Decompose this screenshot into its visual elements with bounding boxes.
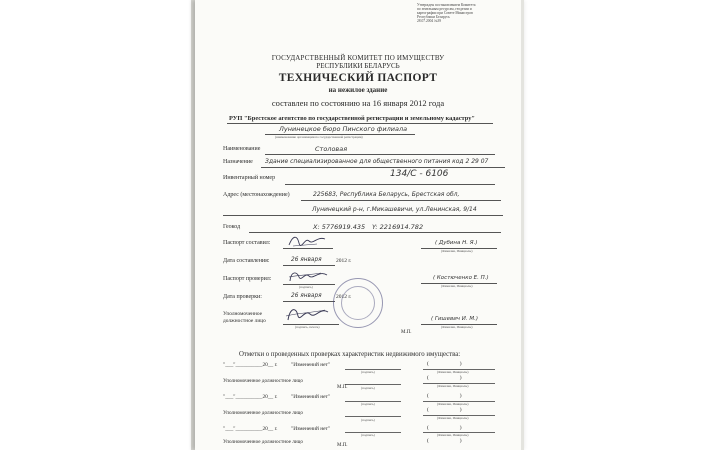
address-value-1: 225683, Республика Беларусь, Брестская обл, xyxy=(313,191,460,198)
address-value-2: Лунинецкий р-н, г.Микашевичи, ул.Ленинская, 9/14 xyxy=(312,206,477,213)
change-row-1-sign-caption: (подпись) xyxy=(361,370,375,374)
name-label: Наименование xyxy=(223,146,261,152)
change-row-3-sign-caption: (подпись) xyxy=(361,433,375,437)
page-edge-right xyxy=(521,0,524,450)
official-name: ( Гишевич И. М.) xyxy=(431,316,479,322)
change-row-3-paren-2: ( ) xyxy=(427,438,462,444)
approval-note-line-4: Республики Беларусь xyxy=(417,15,450,19)
composed-by-label: Паспорт составил: xyxy=(223,240,271,246)
change-row-1-paren: ( ) xyxy=(427,361,462,367)
geocode-label: Геокод xyxy=(223,224,241,230)
composed-signature-icon xyxy=(287,233,327,249)
composed-year: 2012 г. xyxy=(336,258,352,264)
address-underline-2 xyxy=(223,215,503,216)
checked-name-caption: (Фамилия, Инициалы) xyxy=(441,284,473,288)
change-row-2-paren-2: ( ) xyxy=(427,407,462,413)
change-row-2-official: Уполномоченное должностное лицо xyxy=(223,410,304,416)
official-stamp-icon xyxy=(333,278,383,328)
changes-heading: Отметки о проведенных проверках характеристик недвижимого имущества: xyxy=(239,351,461,358)
organization-underline xyxy=(227,123,493,124)
organization-name: РУП "Брестское агентство по государственной регистрации и земельному кадастру" xyxy=(229,115,475,122)
address-label: Адрес (местонахождение) xyxy=(223,192,290,198)
committee-line-2: РЕСПУБЛИКИ БЕЛАРУСЬ xyxy=(316,62,400,70)
change-row-2-official-sign-caption: (подпись) xyxy=(361,418,375,422)
committee-line-1: ГОСУДАРСТВЕННЫЙ КОМИТЕТ ПО ИМУЩЕСТВУ xyxy=(271,54,445,62)
composed-sign-underline xyxy=(283,248,333,249)
checked-year: 2012 г. xyxy=(336,294,352,300)
change-row-1-official-sign-caption: (подпись) xyxy=(361,386,375,390)
change-row-1-name-caption: (Фамилия, Инициалы) xyxy=(437,370,469,374)
change-row-3-name-caption: (Фамилия, Инициалы) xyxy=(437,433,469,437)
official-label-2: должностное лицо xyxy=(223,318,266,324)
purpose-value: Здание специализированное для общественного питания код 2 29 07 xyxy=(265,158,489,165)
change-row-1-official-sign-line xyxy=(345,384,401,385)
composed-name: ( Дубина Н. Я.) xyxy=(435,240,478,246)
address-underline-1 xyxy=(301,200,501,201)
composed-date-label: Дата составления: xyxy=(223,258,270,264)
purpose-label: Назначение xyxy=(223,159,253,165)
change-row-2-official-sign-line xyxy=(345,416,401,417)
name-value: Столовая xyxy=(315,145,348,153)
geocode-x: X: 5776919.435 xyxy=(313,223,366,231)
composed-date-underline xyxy=(283,265,335,266)
composed-date: 26 января xyxy=(291,257,322,263)
checked-signature-icon xyxy=(287,268,331,284)
change-row-1-official: Уполномоченное должностное лицо xyxy=(223,378,304,384)
approval-note-line-2: по земельным ресурсам, геодезии и xyxy=(417,7,472,11)
official-label-1: Уполномоченное xyxy=(223,311,263,317)
composed-on-date: составлен по состоянию на 16 января 2012 года xyxy=(271,98,445,108)
change-row-2-paren: ( ) xyxy=(427,393,462,399)
bureau-name: Лунинецкое бюро Пинского филиала xyxy=(279,125,408,133)
change-row-3-status: "Изменений нет" xyxy=(291,426,331,432)
purpose-underline xyxy=(261,167,505,168)
change-row-2-status: "Изменений нет" xyxy=(291,394,331,400)
inventory-underline xyxy=(285,184,495,185)
document-title: ТЕХНИЧЕСКИЙ ПАСПОРТ xyxy=(278,72,438,84)
official-name-caption: (Фамилия, Инициалы) xyxy=(441,325,473,329)
official-sign-caption: (подпись, печать) xyxy=(295,325,320,329)
change-row-2-date: "___"__________20__ г. xyxy=(223,394,278,400)
change-row-3-official: Уполномоченное должностное лицо xyxy=(223,439,304,445)
checked-date: 26 января xyxy=(291,293,322,299)
change-row-1-official-name-caption: (Фамилия, Инициалы) xyxy=(437,384,469,388)
change-row-1-mp: М.П. xyxy=(337,385,348,390)
change-row-3-date: "___"__________20__ г. xyxy=(223,426,278,432)
approval-note-line-5: 28.07.2004 №39 xyxy=(417,19,442,23)
checked-date-label: Дата проверки: xyxy=(223,294,262,300)
inventory-value: 134/С - 6106 xyxy=(390,169,449,179)
approval-note-line-1: Утвержден постановлением Комитета xyxy=(417,3,476,7)
change-row-2-official-name-caption: (Фамилия, Инициалы) xyxy=(437,416,469,420)
name-underline xyxy=(265,154,495,155)
bureau-caption: (наименование организации по государственной регистрации) xyxy=(275,135,363,139)
composed-name-caption: (Фамилия, Инициалы) xyxy=(441,249,473,253)
official-mp: М.П. xyxy=(401,330,412,335)
document-page xyxy=(195,0,521,450)
geocode-y: Y: 2216914.782 xyxy=(372,223,424,231)
checked-name: ( Костюченко Е. П.) xyxy=(433,275,489,281)
official-signature-icon xyxy=(285,304,331,324)
checked-date-underline xyxy=(283,301,335,302)
change-row-2-name-caption: (Фамилия, Инициалы) xyxy=(437,402,469,406)
approval-note-line-3: картографии при Совете Министров xyxy=(417,11,473,15)
checked-by-label: Паспорт проверил: xyxy=(223,276,272,282)
document-subtitle: на нежилое здание xyxy=(328,86,388,94)
change-row-1-status: "Изменений нет" xyxy=(291,362,331,368)
change-row-1-date: "___"__________20__ г. xyxy=(223,362,278,368)
change-row-3-paren: ( ) xyxy=(427,425,462,431)
change-row-2-sign-caption: (подпись) xyxy=(361,402,375,406)
change-row-1-paren-2: ( ) xyxy=(427,375,462,381)
checked-sign-caption: (подпись) xyxy=(299,285,313,289)
change-row-3-mp: М.П. xyxy=(337,443,348,448)
inventory-label: Инвентарный номер xyxy=(223,175,276,181)
